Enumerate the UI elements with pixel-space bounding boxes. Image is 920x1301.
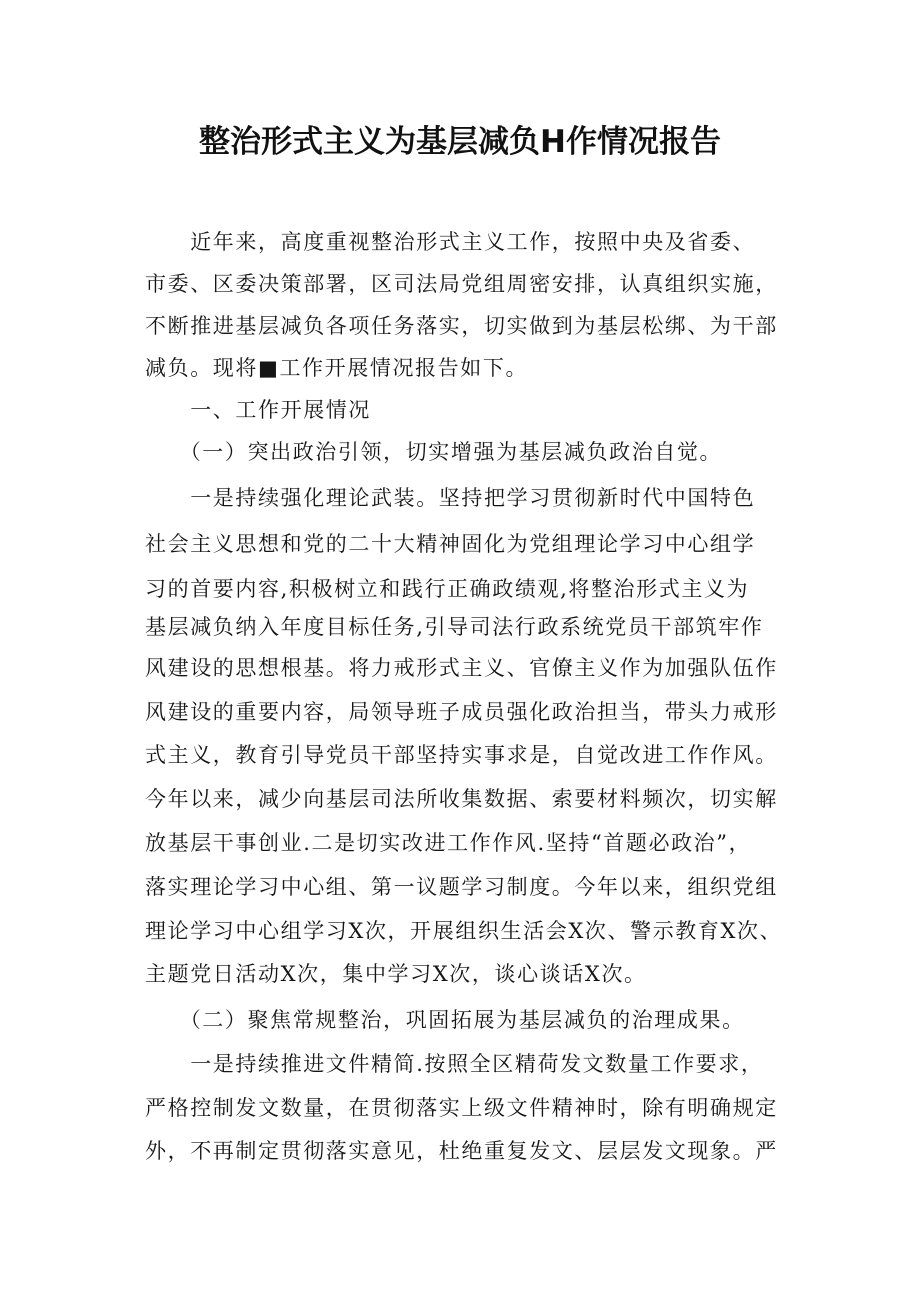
body-line: 严格控制发文数量，在贯彻落实上级文件精神时，除有明确规定 (145, 1096, 778, 1120)
body-line: 习的首要内容,积极树立和践行正确政绩观,将整治形式主义为 (145, 577, 750, 601)
body-line: 外，不再制定贯彻落实意见，杜绝重复发文、层层发文现象。严 (145, 1139, 778, 1163)
body-line: 社会主义思想和党的二十大精神固化为党组理论学习中心组学 (145, 532, 756, 556)
body-line: 一是持续强化理论武装。坚持把学习贯彻新时代中国特色 (145, 486, 756, 510)
body-line: 近年来，高度重视整治形式主义工作，按照中央及省委、 (145, 230, 756, 254)
body-line: 减负。现将■工作开展情况报告如下。 (145, 356, 529, 380)
body-line: 放基层干事创业.二是切实改进工作作风.坚持“首题必政治”， (145, 831, 752, 855)
body-line: 式主义，教育引导党员干部坚持实事求是，自觉改进工作作风。 (145, 743, 778, 767)
body-line: 一是持续推进文件精简.按照全区精荷发文数量工作要求， (145, 1052, 764, 1076)
body-line: 理论学习中心组学习X次，开展组织生活会X次、警示教育X次、 (145, 919, 783, 943)
body-line: 风建设的思想根基。将力戒形式主义、官僚主义作为加强队伍作 (145, 656, 778, 680)
section-heading: 一、工作开展情况 (145, 398, 371, 422)
body-line: 主题党日活动X次，集中学习X次，谈心谈话X次。 (145, 962, 647, 986)
subsection-heading: （一）突出政治引领，切实增强为基层减负政治自觉。 (145, 440, 723, 464)
body-line: 今年以来，减少向基层司法所收集数据、索要材料频次，切实解 (145, 787, 778, 811)
body-line: 基层减负纳入年度目标任务,引导司法行政系统党员干部筑牢作 (145, 615, 764, 639)
document-title: 整治形式主义为基层减负H作情况报告 (199, 124, 721, 160)
subsection-heading: （二）聚焦常规整治，巩固拓展为基层减负的治理成果。 (145, 1008, 745, 1032)
body-line: 市委、区委决策部署，区司法局党组周密安排，认真组织实施， (145, 272, 778, 296)
body-line: 落实理论学习中心组、第一议题学习制度。今年以来，组织党组 (145, 875, 778, 899)
body-line: 不断推进基层减负各项任务落实，切实做到为基层松绑、为干部 (145, 314, 778, 338)
body-line: 风建设的重要内容，局领导班子成员强化政治担当，带头力戒形 (145, 700, 778, 724)
